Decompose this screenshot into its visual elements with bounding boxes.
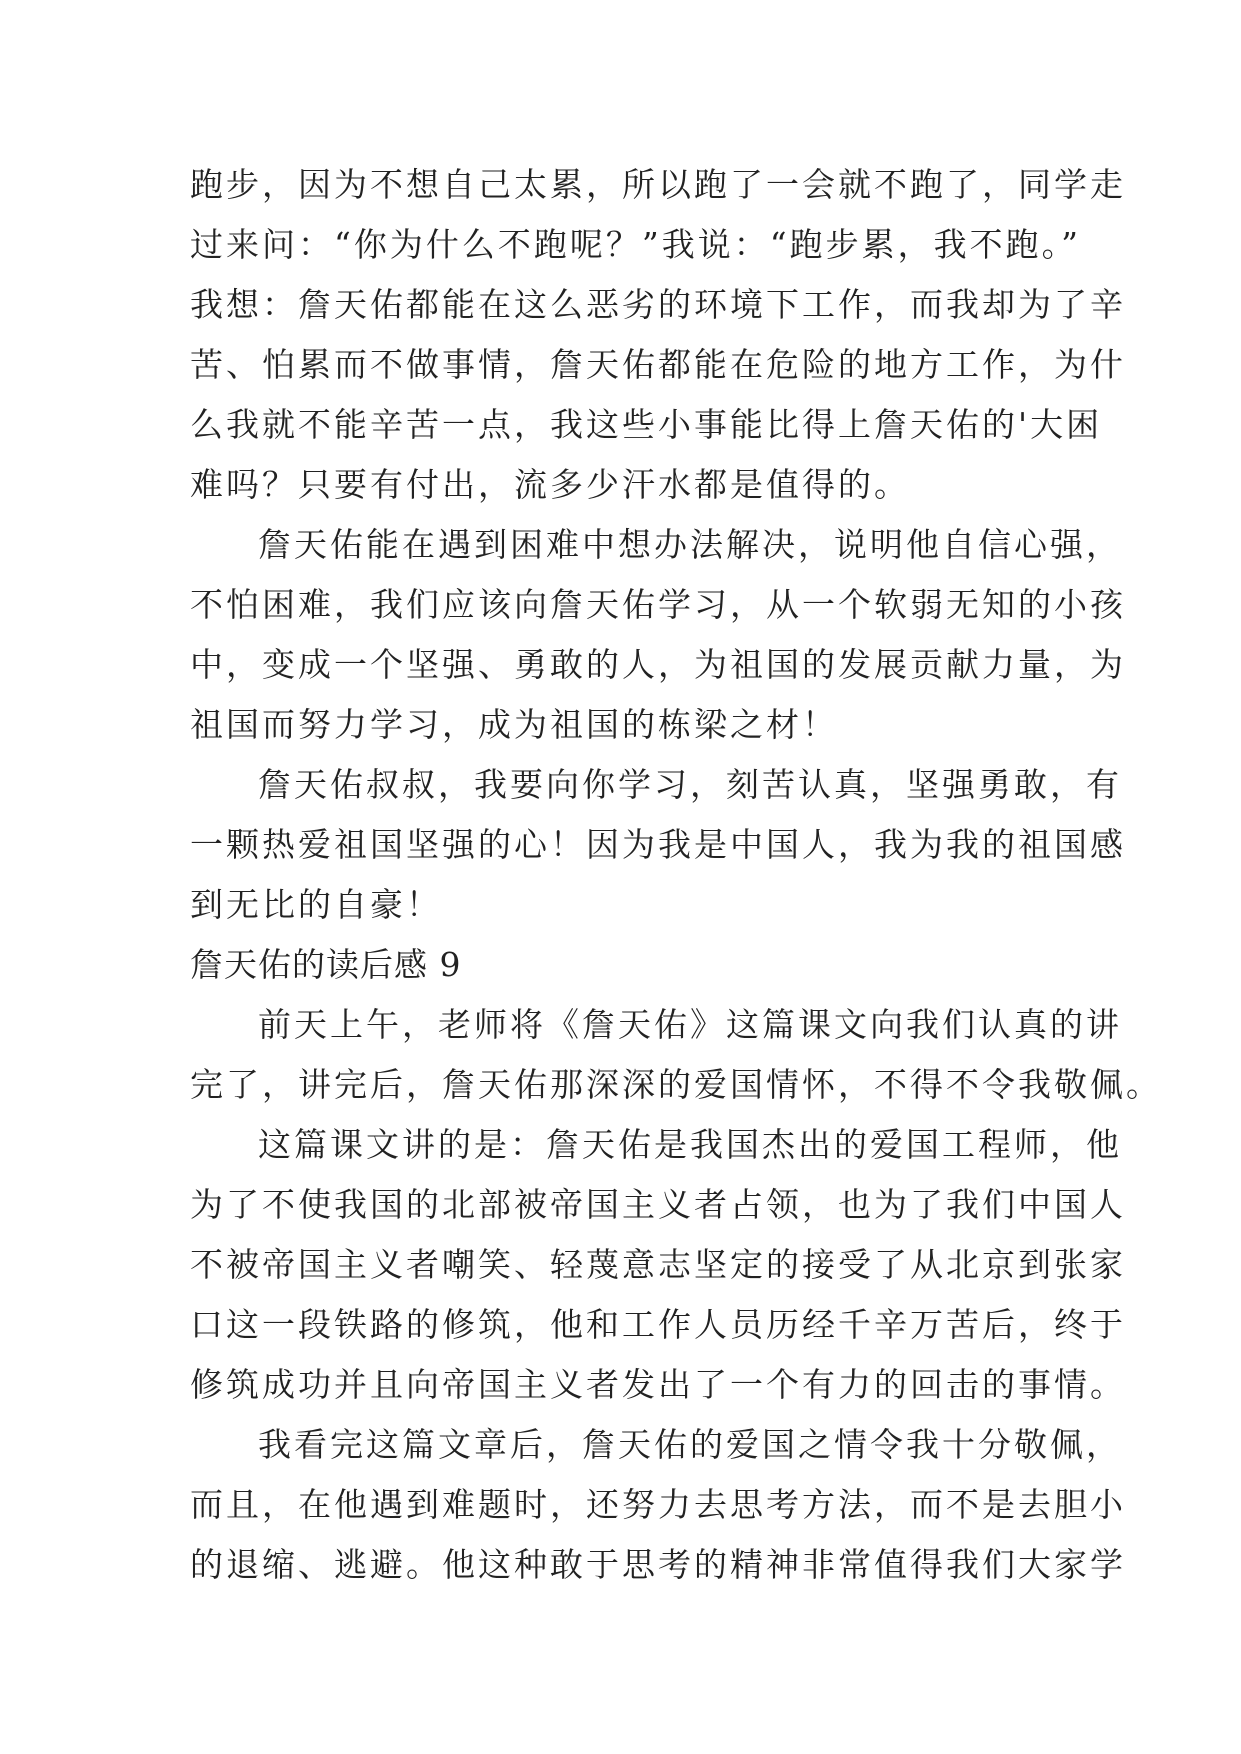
text-line: 不怕困难，我们应该向詹天佑学习，从一个软弱无知的小孩 <box>190 585 1126 624</box>
text-line: 不被帝国主义者嘲笑、轻蔑意志坚定的接受了从北京到张家 <box>190 1245 1126 1284</box>
text-line: 中，变成一个坚强、勇敢的人，为祖国的发展贡献力量，为 <box>190 645 1126 684</box>
paragraph-first-line: 詹天佑叔叔，我要向你学习，刻苦认真，坚强勇敢，有 <box>258 765 1122 804</box>
text-line: 完了，讲完后，詹天佑那深深的爱国情怀，不得不令我敬佩。 <box>190 1065 1162 1104</box>
paragraph-first-line: 这篇课文讲的是：詹天佑是我国杰出的爱国工程师，他 <box>258 1125 1122 1164</box>
text-line: 苦、怕累而不做事情，詹天佑都能在危险的地方工作，为什 <box>190 345 1126 384</box>
text-line: 而且，在他遇到难题时，还努力去思考方法，而不是去胆小 <box>190 1485 1126 1524</box>
text-line: 口这一段铁路的修筑，他和工作人员历经千辛万苦后，终于 <box>190 1305 1126 1344</box>
text-line: 为了不使我国的北部被帝国主义者占领，也为了我们中国人 <box>190 1185 1126 1224</box>
document-body <box>190 155 1162 1595</box>
text-line: 修筑成功并且向帝国主义者发出了一个有力的回击的事情。 <box>190 1365 1126 1404</box>
text-line: 的退缩、逃避。他这种敢于思考的精神非常值得我们大家学 <box>190 1545 1126 1584</box>
paragraph-first-line: 前天上午，老师将《詹天佑》这篇课文向我们认真的讲 <box>258 1005 1122 1044</box>
text-line: 到无比的自豪！ <box>190 885 442 924</box>
text-line: 我想：詹天佑都能在这么恶劣的环境下工作，而我却为了辛 <box>190 285 1126 324</box>
text-line: 祖国而努力学习，成为祖国的栋梁之材！ <box>190 705 838 744</box>
text-line: 难吗？只要有付出，流多少汗水都是值得的。 <box>190 465 910 504</box>
paragraph-first-line: 詹天佑能在遇到困难中想办法解决，说明他自信心强， <box>258 525 1122 564</box>
text-line: 过来问：“你为什么不跑呢？”我说：“跑步累，我不跑。” <box>190 225 1081 264</box>
paragraph-first-line: 我看完这篇文章后，詹天佑的爱国之情令我十分敬佩， <box>258 1425 1122 1464</box>
text-line: 跑步，因为不想自己太累，所以跑了一会就不跑了，同学走 <box>190 165 1126 204</box>
section-heading: 詹天佑的读后感 9 <box>190 945 462 984</box>
text-line: 一颗热爱祖国坚强的心！因为我是中国人，我为我的祖国感 <box>190 825 1126 864</box>
text-line: 么我就不能辛苦一点，我这些小事能比得上詹天佑的'大困 <box>190 405 1103 444</box>
